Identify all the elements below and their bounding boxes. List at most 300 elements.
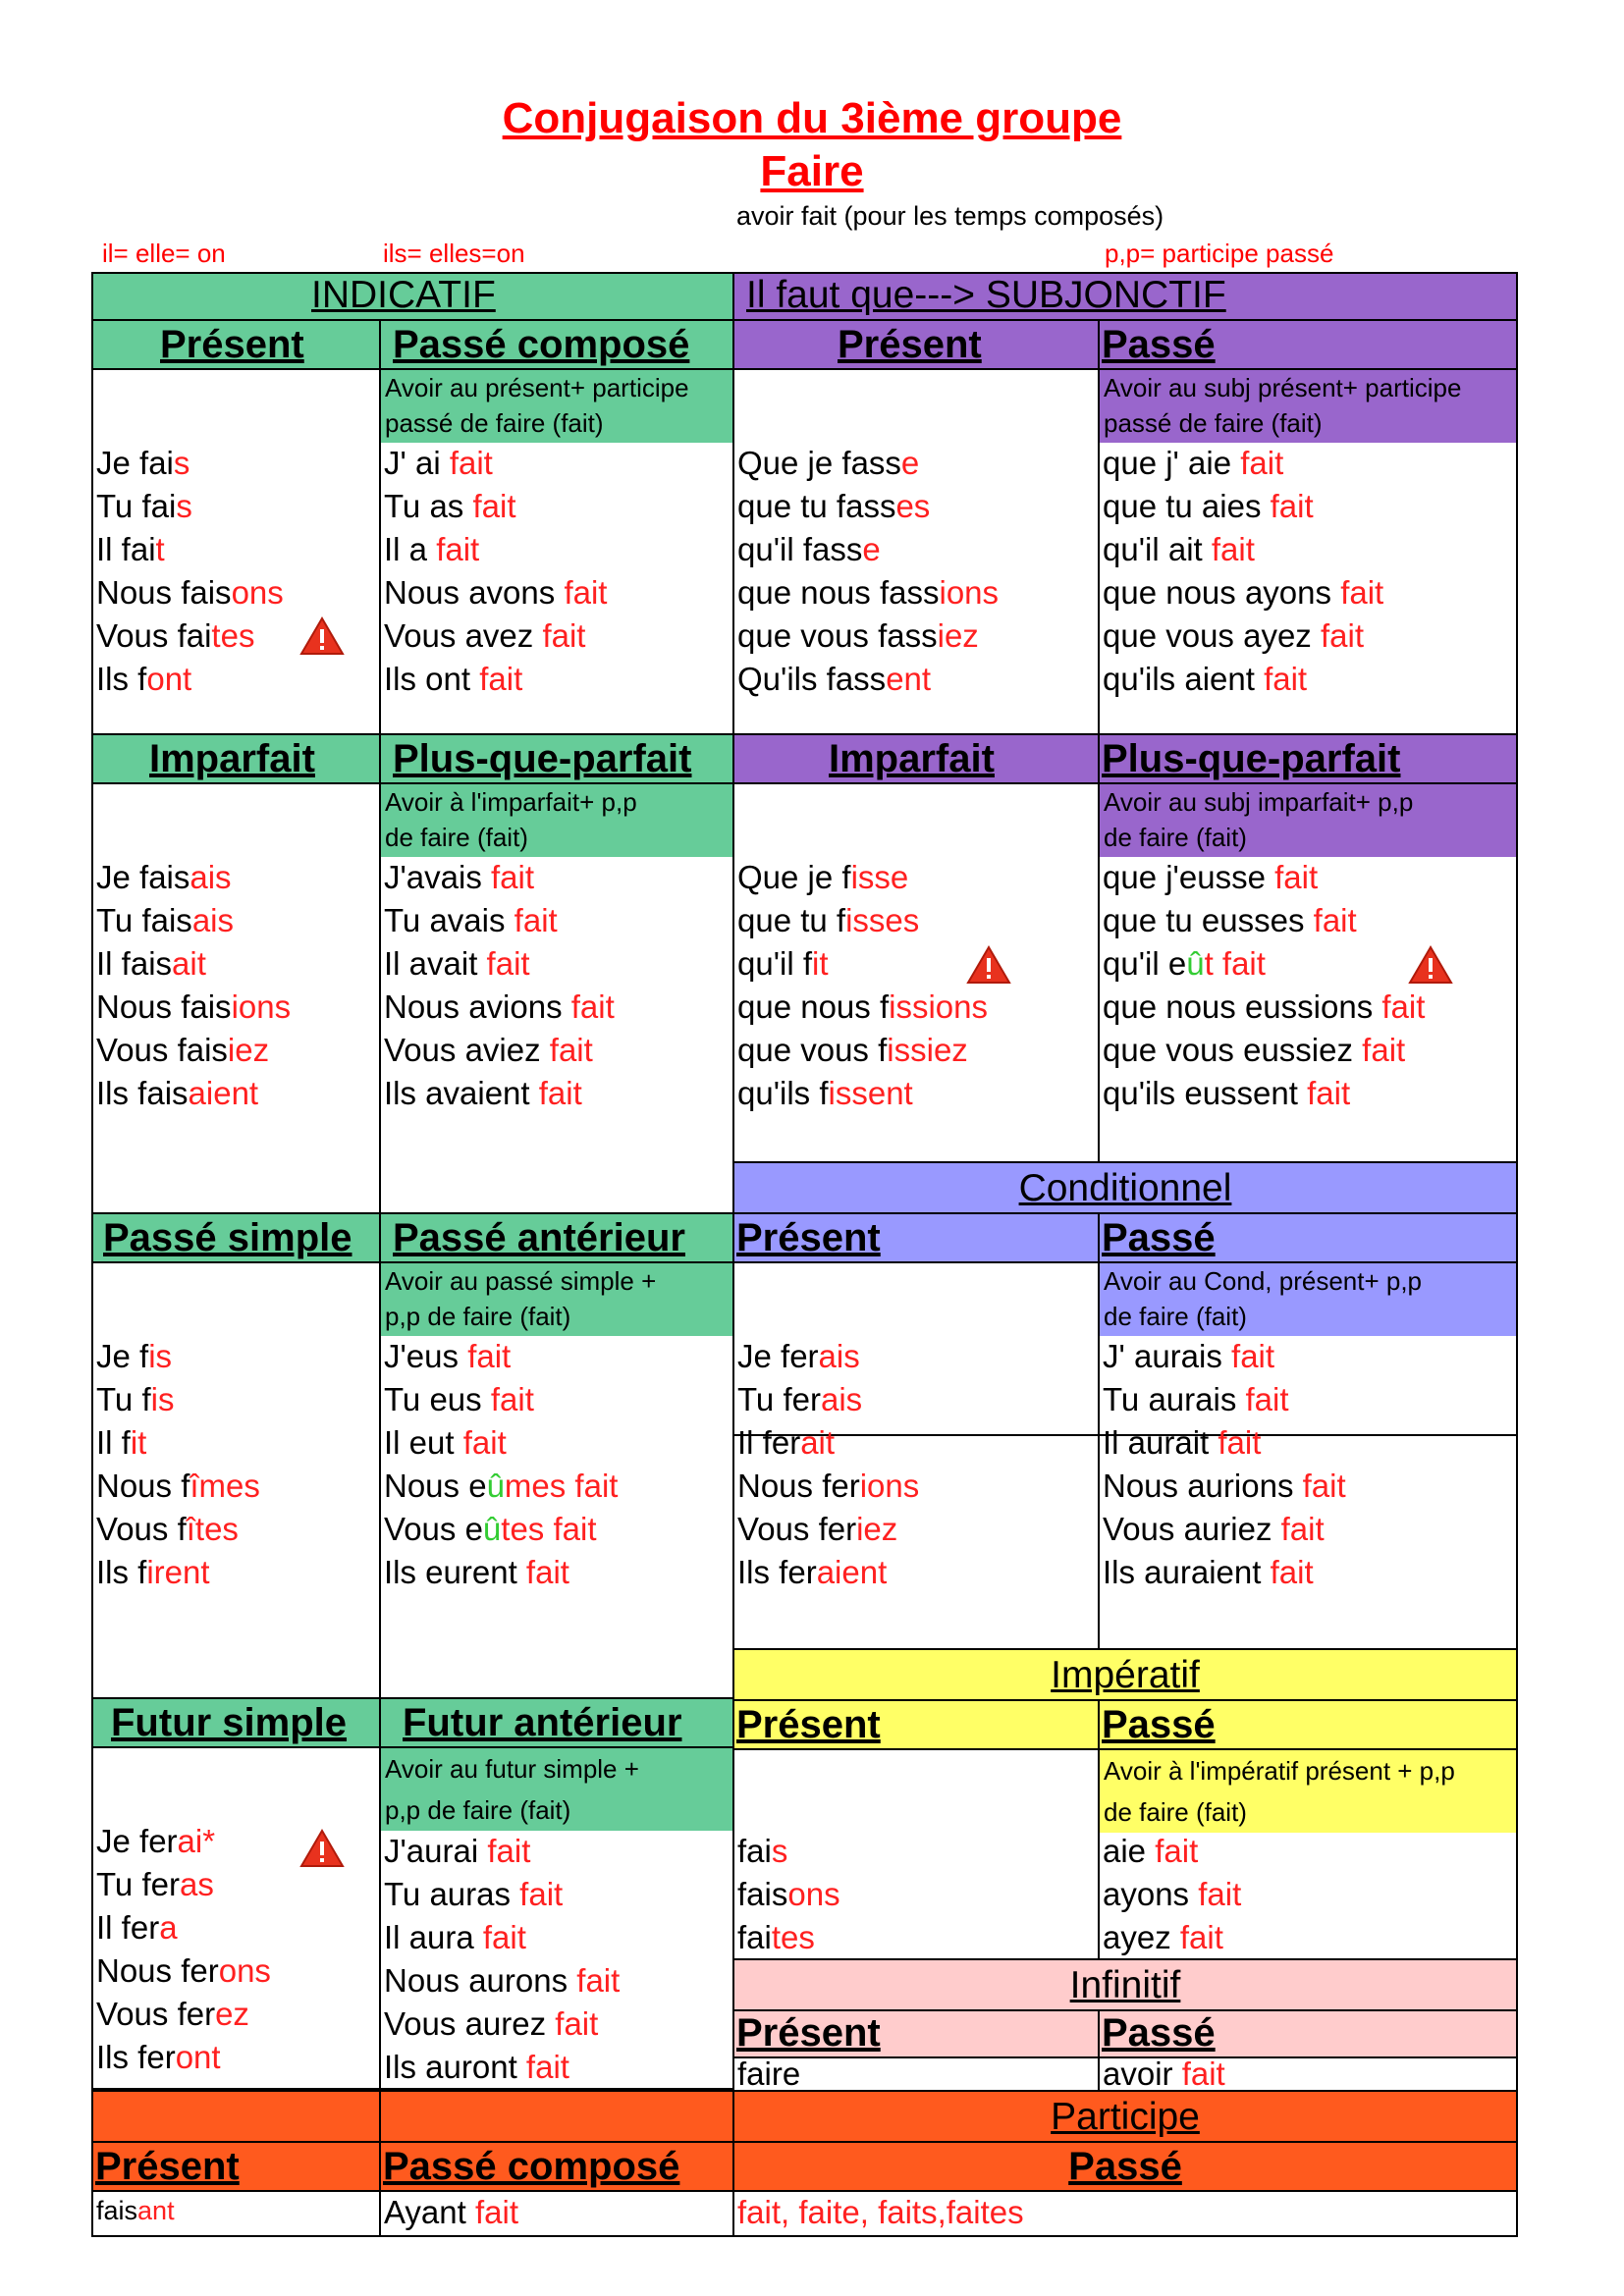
conjugation-line: [737, 488, 930, 525]
ind-pa-header: Passé antérieur: [379, 1212, 734, 1263]
verb-stem: ayez: [1103, 1919, 1180, 1955]
cond-present-body: [732, 1261, 1100, 1650]
ind-imparfait-header: Imparfait: [91, 733, 381, 784]
verb-ending: ions: [859, 1468, 920, 1504]
conjugation-line: [96, 988, 291, 1026]
verb-ending: fait: [491, 859, 535, 895]
verb-stem: Ils f: [96, 661, 147, 697]
part-passe-header: Passé: [732, 2141, 1518, 2192]
verb-ending: fait: [472, 488, 516, 524]
conjugation-line: [96, 1032, 269, 1069]
verb-stem: Vous fais: [96, 1032, 228, 1068]
verb-stem: J'eus: [384, 1338, 468, 1374]
verb-stem: Tu eus: [384, 1381, 491, 1417]
conjugation-line: [96, 445, 189, 482]
conjugation-line: [96, 617, 254, 655]
verb-ending: fait: [1198, 1876, 1242, 1912]
verb-ending: fait: [1264, 661, 1308, 697]
verb-ending: ûmes fait: [486, 1468, 619, 1504]
verb-ending: fait: [538, 1075, 582, 1111]
verb-stem: que nous fass: [737, 574, 940, 611]
verb-stem: Vous f: [96, 1511, 187, 1547]
verb-ending: fait: [1381, 988, 1426, 1025]
verb-ending: it: [812, 945, 829, 982]
verb-ending: s: [771, 1833, 788, 1869]
conjugation-line: [1103, 2056, 1225, 2092]
verb-stem: Vous fer: [96, 1996, 216, 2032]
conjugation-line: [737, 1876, 840, 1913]
conditionnel-header: Conditionnel: [732, 1161, 1518, 1214]
conjugation-line: [384, 988, 615, 1026]
conjugation-line: [96, 2039, 221, 2076]
verb-title: Faire: [760, 147, 864, 195]
conjugation-line: [1103, 488, 1314, 525]
conjugation-line: [96, 1075, 258, 1112]
verb-ending: fait: [1320, 617, 1365, 654]
conjugation-line: [96, 1866, 214, 1903]
verb-stem: Je f: [96, 1338, 149, 1374]
verb-ending: it: [130, 1424, 147, 1461]
conjugation-line: [96, 574, 284, 612]
conjugation-line: [737, 988, 988, 1026]
verb-stem: Il eut: [384, 1424, 463, 1461]
subj-passe-body: Avoir au subj présent+ participe passé de faire (fait) que j' aie fait que tu aies fait qu'il ait fait que nous ayons fait que vous ayez fait qu'ils aient fait: [1098, 368, 1518, 735]
conjugation-line: [96, 1424, 146, 1462]
conjugation-line: [737, 1554, 887, 1591]
conjugation-line: [384, 902, 558, 939]
ind-fs-body: [91, 1746, 381, 2090]
verb-stem: Ils auraient: [1103, 1554, 1271, 1590]
participe-header: Participe: [732, 2090, 1518, 2143]
verb-ending: ûtes fait: [482, 1511, 597, 1547]
conjugation-line: [96, 1554, 210, 1591]
conjugation-line: [737, 1381, 862, 1418]
verb-stem: Nous fais: [96, 988, 232, 1025]
verb-ending: fait: [1270, 488, 1314, 524]
conjugation-line: [384, 661, 522, 698]
conjugation-line: [1103, 945, 1266, 983]
verb-ending: ais: [189, 859, 232, 895]
accent-letter: û: [486, 1468, 505, 1504]
verb-ending: ent: [886, 661, 932, 697]
verb-stem: Ils auront: [384, 2049, 526, 2085]
verb-stem: Nous fer: [737, 1468, 860, 1504]
conjugation-line: [384, 945, 530, 983]
inf-passe-body: [1098, 2056, 1518, 2092]
part-pc-header: Passé composé: [379, 2141, 734, 2192]
verb-stem: Nous avions: [384, 988, 571, 1025]
verb-ending: ais: [820, 1381, 863, 1417]
verb-ending: fait: [1245, 1381, 1289, 1417]
verb-ending: ez: [215, 1996, 249, 2032]
verb-stem: Vous aviez: [384, 1032, 550, 1068]
conjugation-line: [384, 2005, 598, 2043]
verb-stem: Il aura: [384, 1919, 483, 1955]
conjugation-line: [1103, 1554, 1314, 1591]
participe-band-mid: [379, 2090, 734, 2143]
subj-present-body: [732, 368, 1100, 735]
conjugation-line: [1103, 1032, 1405, 1069]
verb-ending: îmes: [189, 1468, 260, 1504]
verb-stem: Ayant: [384, 2194, 475, 2230]
verb-ending: fait: [1181, 2056, 1225, 2092]
conjugation-line: [737, 574, 999, 612]
verb-stem: Je fer: [737, 1338, 819, 1374]
verb-stem: J' ai: [384, 445, 450, 481]
conjugation-line: [737, 445, 919, 482]
verb-ending: ais: [818, 1338, 860, 1374]
verb-stem: Il f: [96, 1424, 131, 1461]
verb-stem: Ils avaient: [384, 1075, 539, 1111]
conjugation-line: [1103, 531, 1255, 568]
legend-right: p,p= participe passé: [1105, 239, 1334, 268]
verb-ending: issent: [828, 1075, 913, 1111]
conjugation-line: [737, 661, 931, 698]
conjugation-line: [737, 1032, 968, 1069]
conjugation-line: [1103, 988, 1425, 1026]
verb-stem: qu'il ait: [1103, 531, 1212, 567]
conjugation-line: [1103, 1876, 1241, 1913]
verb-stem: Tu auras: [384, 1876, 520, 1912]
verb-ending: fait: [467, 1338, 512, 1374]
conjugation-line: [96, 1511, 239, 1548]
verb-ending: is: [148, 1338, 173, 1374]
part-present-header: Présent: [91, 2141, 381, 2192]
conjugation-line: [384, 1338, 511, 1375]
verb-ending: fait: [1211, 531, 1255, 567]
verb-stem: ayons: [1103, 1876, 1199, 1912]
verb-stem: Tu as: [384, 488, 473, 524]
verb-stem: Il avait: [384, 945, 487, 982]
verb-stem: Je fai: [96, 445, 174, 481]
verb-ending: fait: [449, 445, 493, 481]
verb-ending: fait: [482, 1919, 526, 1955]
conjugation-line: [384, 531, 479, 568]
conjugation-line: [384, 859, 534, 896]
verb-stem: qu'il f: [737, 945, 813, 982]
verb-stem: Nous aurions: [1103, 1468, 1303, 1504]
imp-present-body: [732, 1748, 1100, 1960]
conjugation-line: [1103, 1511, 1325, 1548]
verb-stem: aie: [1103, 1833, 1156, 1869]
verb-ending: fait: [542, 617, 586, 654]
conjugation-line: [1103, 859, 1318, 896]
warning-icon: [1408, 945, 1453, 985]
verb-ending: fait: [1280, 1511, 1325, 1547]
verb-stem: que vous ayez: [1103, 617, 1321, 654]
verb-stem: Vous fai: [96, 617, 212, 654]
conjugation-line: [96, 1952, 271, 1990]
verb-ending: fait: [1302, 1468, 1346, 1504]
conjugation-line: [1103, 661, 1307, 698]
verb-ending: ons: [218, 1952, 271, 1989]
conjugation-line: [96, 1338, 172, 1375]
verb-ending: ait: [172, 945, 206, 982]
ind-fa-body: Avoir au futur simple + p,p de faire (fait) J'aurai fait Tu auras fait Il aura fait Nous aurons fait Vous aurez fait Ils auront fait: [379, 1746, 734, 2090]
verb-ending: fait: [1155, 1833, 1199, 1869]
verb-stem: fais: [96, 2196, 138, 2225]
conjugation-line: [1103, 1075, 1350, 1112]
verb-stem: que tu eusses: [1103, 902, 1314, 938]
legend-mid: ils= elles=on: [383, 239, 525, 268]
warning-icon: [966, 945, 1011, 985]
part-passe-body: fait, faite, faits,faites: [732, 2190, 1518, 2237]
conjugation-line: [384, 1833, 530, 1870]
verb-stem: que vous fass: [737, 617, 938, 654]
verb-ending: fait: [486, 945, 530, 982]
conjugation-line: [1103, 1919, 1223, 1956]
conjugation-line: [737, 1833, 787, 1870]
verb-stem: que vous eussiez: [1103, 1032, 1363, 1068]
conjugation-line: [96, 1381, 174, 1418]
verb-stem: Je fer: [96, 1823, 178, 1859]
conjugation-line: [96, 488, 192, 525]
verb-ending: ont: [175, 2039, 221, 2075]
page-title: Conjugaison du 3ième groupe: [502, 94, 1122, 142]
verb-ending: e: [862, 531, 881, 567]
ind-imparfait-body: [91, 782, 381, 1218]
ind-present-header: Présent: [91, 319, 381, 370]
conjugation-line: [384, 1381, 534, 1418]
conjugation-line: [384, 617, 585, 655]
verb-ending: fait: [1240, 445, 1284, 481]
verb-ending: fait: [1231, 1338, 1275, 1374]
verb-ending: îtes: [186, 1511, 239, 1547]
imp-passe-header: Passé: [1098, 1699, 1518, 1750]
verb-stem: que tu f: [737, 902, 846, 938]
verb-ending: fait: [525, 1554, 569, 1590]
conjugation-line: [384, 445, 493, 482]
cond-present-header: Présent: [732, 1212, 1100, 1263]
verb-stem: Vous fer: [737, 1511, 857, 1547]
verb-ending: issiez: [887, 1032, 968, 1068]
verb-ending: ons: [231, 574, 284, 611]
verb-ending: a: [159, 1909, 178, 1946]
ind-fs-header: Futur simple: [91, 1697, 381, 1748]
verb-ending: fait: [1340, 574, 1384, 611]
verb-stem: J' aurais: [1103, 1338, 1232, 1374]
conjugation-line: [96, 2196, 175, 2226]
verb-ending: e: [900, 445, 920, 481]
verb-ending: iez: [227, 1032, 270, 1068]
accent-letter: û: [482, 1511, 502, 1547]
verb-ending: aient: [188, 1075, 259, 1111]
conjugation-line: [96, 531, 165, 568]
verb-ending: fait: [549, 1032, 593, 1068]
verb-ending: fait: [514, 902, 558, 938]
conjugation-line: [96, 1909, 178, 1947]
conjugation-line: [384, 1424, 507, 1462]
verb-ending: fait: [570, 988, 615, 1025]
verb-ending: fait: [1362, 1032, 1406, 1068]
verb-ending: irent: [146, 1554, 210, 1590]
conjugation-line: [737, 1919, 815, 1956]
conjugation-line: [96, 1996, 249, 2033]
verb-stem: que vous f: [737, 1032, 888, 1068]
conjugation-line: [1103, 445, 1283, 482]
conjugation-line: [384, 1554, 569, 1591]
conjugation-line: [1103, 1833, 1198, 1870]
verb-stem: Que je fass: [737, 445, 901, 481]
verb-ending: t: [155, 531, 165, 567]
subj-present-header: Présent: [732, 319, 1100, 370]
verb-ending: fait: [490, 1381, 534, 1417]
conjugation-line: [384, 488, 516, 525]
verb-stem: que j' aie: [1103, 445, 1241, 481]
conjugation-line: [737, 1424, 835, 1462]
verb-ending: ont: [146, 661, 192, 697]
warning-icon: [299, 1829, 345, 1868]
conjugation-line: [96, 1468, 260, 1505]
infinitif-header: Infinitif: [732, 1958, 1518, 2011]
accent-letter: û: [1186, 945, 1205, 982]
verb-ending: fait: [1274, 859, 1319, 895]
imp-present-header: Présent: [732, 1699, 1100, 1750]
verb-ending: ait: [800, 1424, 836, 1461]
verb-ending: isses: [845, 902, 920, 938]
conjugation-line: [1103, 617, 1364, 655]
verb-stem: J'aurai: [384, 1833, 488, 1869]
subjonctif-header: Il faut que---> SUBJONCTIF: [732, 272, 1518, 321]
verb-ending: iez: [856, 1511, 898, 1547]
conjugation-line: [384, 1962, 620, 2000]
part-pc-body: [379, 2190, 734, 2237]
verb-stem: Que je f: [737, 859, 851, 895]
conjugation-line: [737, 1468, 919, 1505]
ind-ps-header: Passé simple: [91, 1212, 381, 1263]
verb-stem: Il a: [384, 531, 437, 567]
verb-stem: Ils fais: [96, 1075, 189, 1111]
verb-stem: Tu fer: [96, 1866, 180, 1902]
verb-ending: fait: [1270, 1554, 1314, 1590]
verb-ending: tes: [771, 1919, 815, 1955]
verb-stem: Nous aurons: [384, 1962, 577, 1999]
legend-left: il= elle= on: [102, 239, 226, 268]
ind-pc-header: Passé composé: [379, 319, 734, 370]
ind-pqp-body: Avoir à l'imparfait+ p,p de faire (fait) J'avais fait Tu avais fait Il avait fait Nous avions fait Vous aviez fait Ils avaient fait: [379, 782, 734, 1218]
conjugation-line: [96, 945, 206, 983]
indicatif-header: INDICATIF: [91, 272, 734, 321]
verb-stem: Ils ont: [384, 661, 480, 697]
conjugation-line: [737, 617, 979, 655]
verb-stem: avoir: [1103, 2056, 1182, 2092]
verb-stem: Vous avez: [384, 617, 543, 654]
conjugation-line: [384, 2049, 569, 2086]
conjugation-line: [737, 859, 908, 896]
verb-ending: fait: [1179, 1919, 1223, 1955]
verb-stem: Il fai: [96, 531, 156, 567]
imperatif-header: Impératif: [732, 1648, 1518, 1701]
ind-fa-header: Futur antérieur: [379, 1697, 734, 1748]
conjugation-line: [737, 1075, 913, 1112]
verb-stem: fai: [737, 1833, 772, 1869]
conjugation-line: [1103, 902, 1357, 939]
imp-passe-body: Avoir à l'impératif présent + p,p de faire (fait) aie fait ayons fait ayez fait: [1098, 1748, 1518, 1960]
verb-ending: fait: [462, 1424, 507, 1461]
verb-stem: Il fer: [96, 1909, 160, 1946]
conjugation-line: [384, 1876, 563, 1913]
conjugation-line: [1103, 1381, 1289, 1418]
conjugation-line: [96, 661, 191, 698]
conjugation-line: [1103, 1424, 1261, 1462]
auxiliary-note: avoir fait (pour les temps composés): [736, 201, 1164, 231]
verb-stem: Il fais: [96, 945, 173, 982]
verb-stem: Tu fais: [96, 902, 192, 938]
verb-ending: fait: [1307, 1075, 1351, 1111]
verb-ending: fait: [564, 574, 608, 611]
verb-ending: tes: [211, 617, 255, 654]
verb-ending: s: [173, 445, 190, 481]
verb-ending: ût fait: [1186, 945, 1266, 982]
verb-ending: isse: [850, 859, 909, 895]
verb-stem: que tu fass: [737, 488, 896, 524]
verb-stem: Ils fer: [96, 2039, 176, 2075]
ind-pc-body: Avoir au présent+ participe passé de faire (fait) J' ai fait Tu as fait Il a fait Nous avons fait Vous avez fait Ils ont fait: [379, 368, 734, 735]
verb-stem: Nous f: [96, 1468, 190, 1504]
conjugation-line: [737, 1338, 860, 1375]
participe-band-left: [91, 2090, 381, 2143]
inf-present-body: faire: [732, 2056, 1100, 2092]
verb-ending: aient: [816, 1554, 888, 1590]
verb-ending: fait: [576, 1962, 621, 1999]
subj-passe-header: Passé: [1098, 319, 1518, 370]
verb-stem: que nous eussions: [1103, 988, 1382, 1025]
verb-stem: que tu aies: [1103, 488, 1271, 524]
verb-ending: ons: [787, 1876, 840, 1912]
verb-stem: Tu avais: [384, 902, 514, 938]
conjugation-line: [96, 1823, 215, 1860]
verb-stem: Tu aurais: [1103, 1381, 1246, 1417]
conjugation-line: [1103, 1338, 1274, 1375]
verb-stem: Vous aurez: [384, 2005, 556, 2042]
verb-stem: fais: [737, 1876, 788, 1912]
verb-ending: ais: [191, 902, 234, 938]
ind-pa-body: Avoir au passé simple + p,p de faire (fait) J'eus fait Tu eus fait Il eut fait Nous eûmes fait Vous eûtes fait Ils eurent fait: [379, 1261, 734, 1699]
ind-present-body: [91, 368, 381, 735]
conjugation-line: [384, 2194, 518, 2231]
verb-ending: fait: [474, 2194, 518, 2230]
verb-ending: fait: [525, 2049, 569, 2085]
conjugation-line: [1103, 1468, 1346, 1505]
subj-imparfait-header: Imparfait: [732, 733, 1100, 784]
verb-stem: Nous fais: [96, 574, 232, 611]
subj-pqp-body: Avoir au subj imparfait+ p,p de faire (fait) que j'eusse fait que tu eusses fait qu'il eût fait que nous eussions fait que vous eussiez fait qu'ils eussent fait: [1098, 782, 1518, 1436]
verb-ending: fait: [1218, 1424, 1262, 1461]
subj-pqp-header: Plus-que-parfait: [1098, 733, 1518, 784]
verb-ending: fait: [436, 531, 480, 567]
conjugation-line: [737, 1511, 897, 1548]
verb-stem: J'avais: [384, 859, 492, 895]
verb-stem: qu'il e: [1103, 945, 1187, 982]
verb-stem: Tu f: [96, 1381, 151, 1417]
verb-stem: que nous ayons: [1103, 574, 1341, 611]
verb-stem: Qu'ils fass: [737, 661, 887, 697]
verb-ending: es: [895, 488, 931, 524]
conjugation-line: [737, 902, 919, 939]
conjugation-line: [1103, 574, 1383, 612]
conjugation-line: [96, 902, 234, 939]
conjugation-line: [384, 1468, 618, 1505]
verb-ending: ions: [939, 574, 1000, 611]
verb-stem: Nous avons: [384, 574, 565, 611]
verb-ending: iez: [937, 617, 979, 654]
conjugation-line: [737, 945, 829, 983]
conjugation-line: [384, 1075, 582, 1112]
verb-stem: Nous fer: [96, 1952, 219, 1989]
verb-ending: is: [150, 1381, 175, 1417]
verb-stem: Il fer: [737, 1424, 801, 1461]
verb-stem: qu'il fass: [737, 531, 863, 567]
